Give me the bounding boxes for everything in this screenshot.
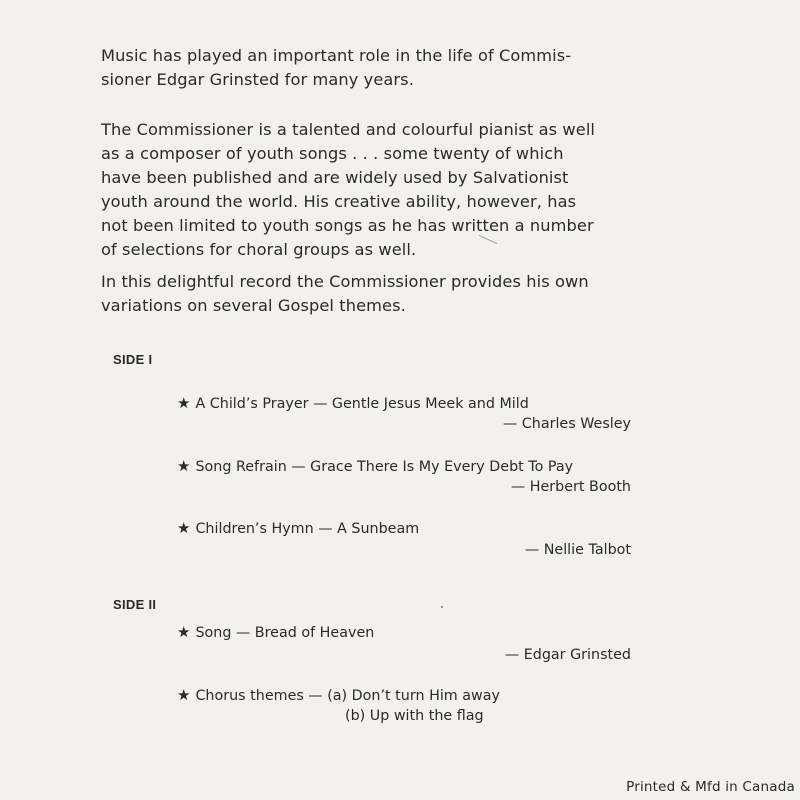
track-title: Song Refrain — Grace There Is My Every Debt To Pay [195,459,574,475]
side-1-heading: SIDE I [113,352,153,367]
text-line: sioner Edgar Grinsted for many years. [101,70,414,89]
side-2-heading: SIDE II [113,597,157,612]
text-line: of selections for choral groups as well. [101,240,417,259]
intro-paragraph-2 [101,118,671,262]
track-item [177,394,529,412]
star-icon: ★ [177,519,191,537]
text-line: have been published and are widely used by Salvationist [101,168,569,187]
text-line: The Commissioner is a talented and colourful pianist as well [101,120,596,139]
star-icon: ★ [177,623,191,641]
track-subline: (b) Up with the flag [345,708,484,724]
star-icon: ★ [177,457,191,475]
star-icon: ★ [177,686,191,704]
text-line: as a composer of youth songs . . . some twenty of which [101,144,564,163]
text-line: not been limited to youth songs as he has written a number [101,216,594,235]
track-title: Children’s Hymn — A Sunbeam [195,521,420,537]
track-author: — Nellie Talbot [524,542,631,558]
track-title: A Child’s Prayer — Gentle Jesus Meek and Mild [195,396,529,412]
paper-speck [441,606,443,608]
track-item [177,457,573,475]
track-item [177,686,500,704]
text-line: Music has played an important role in the life of Commis- [101,46,572,65]
track-title: Song — Bread of Heaven [195,625,375,641]
text-line: youth around the world. His creative ability, however, has [101,192,577,211]
intro-paragraph-3 [101,270,671,318]
track-author: — Charles Wesley [502,416,631,432]
track-item [177,623,374,641]
track-title: Chorus themes — (a) Don’t turn Him away [195,688,500,704]
printed-in-notice: Printed & Mfd in Canada [626,779,795,795]
text-line: variations on several Gospel themes. [101,296,406,315]
track-item [177,519,419,537]
track-author: — Herbert Booth [510,479,631,495]
track-author: — Edgar Grinsted [504,647,631,663]
text-line: In this delightful record the Commissioner provides his own [101,272,589,291]
star-icon: ★ [177,394,191,412]
intro-paragraph-1 [101,44,671,92]
